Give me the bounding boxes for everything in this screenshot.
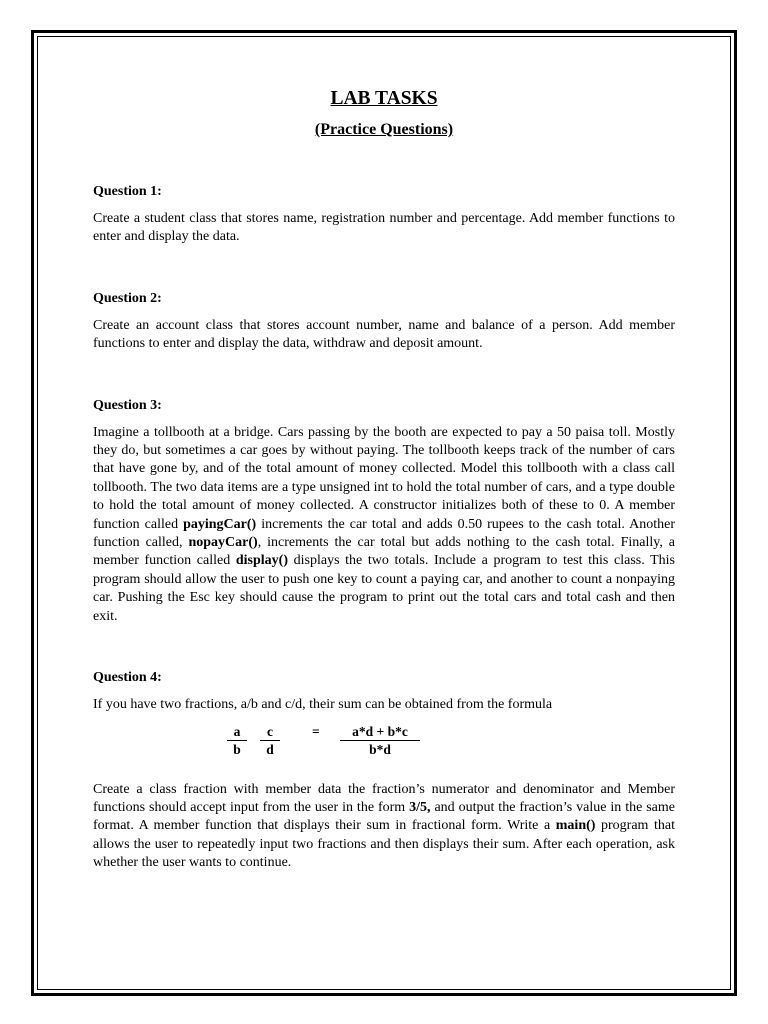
question-3-text-3: , increments the car total but adds nothing to the cash total. Finally, a member function called xyxy=(93,535,675,569)
question-1-heading: Question 1: xyxy=(93,184,162,199)
question-2 xyxy=(93,290,675,354)
fraction-a: a xyxy=(227,724,247,741)
fraction-a-over-b xyxy=(227,724,247,759)
main-function: main() xyxy=(555,818,596,834)
result-numerator: a*d + b*c xyxy=(340,724,420,741)
question-1-body: Create a student class that stores name, registration number and percentage. Add member functions to enter and display the data. xyxy=(93,211,675,245)
formula-equals: = xyxy=(312,723,320,739)
question-3 xyxy=(93,397,675,626)
nopay-car-function: nopayCar() xyxy=(188,535,258,551)
question-4-text-2: and output the fraction’s value in the same format. A member function that displays their sum in fractional form. Write a xyxy=(93,799,675,834)
question-4-heading: Question 4: xyxy=(93,670,162,686)
document-content xyxy=(93,86,675,873)
input-format-example: 3/5, xyxy=(409,799,431,815)
fraction-c-over-d xyxy=(260,724,280,759)
fraction-d: d xyxy=(266,741,274,757)
question-4-body xyxy=(93,781,675,873)
question-3-text-4: displays the two totals. Include a program to test this class. This program should allow the user to push one key to count a paying car, and another to count a nonpaying car. Pushing the Esc key should cause the program to print out the total cars and total cash and then exit. xyxy=(93,553,675,624)
page-title: LAB TASKS xyxy=(330,88,438,109)
question-4-intro: If you have two fractions, a/b and c/d, their sum can be obtained from the formula xyxy=(93,697,553,713)
question-4-text-3: program that allows the user to repeatedly input two fractions and then displays their sum. After each operation, ask whether the user wants to continue. xyxy=(93,818,676,871)
fraction-c: c xyxy=(260,724,280,741)
fraction-b: b xyxy=(233,741,241,757)
display-function: display() xyxy=(235,553,288,569)
paying-car-function: payingCar() xyxy=(183,516,257,532)
fraction-result xyxy=(340,724,420,759)
question-3-text-1: Imagine a tollbooth at a bridge. Cars passing by the booth are expected to pay a 50 paisa toll. Mostly they do, but sometimes a car goes by without paying. The tollbooth keeps track of the number of cars that have gone by, and of the total amount of money collected. Model this tollbooth with a class call tollbooth. The two data items are a type unsigned int to hold the total number of cars, and a type double to hold the total amount of money collected. A constructor initializes both of these to 0. A member function called xyxy=(93,424,675,532)
question-3-body xyxy=(93,424,675,626)
result-denominator: b*d xyxy=(369,741,391,757)
question-2-body: Create an account class that stores account number, name and balance of a person. Add member functions to enter and display the data, withdraw and deposit amount. xyxy=(93,317,675,352)
question-3-heading: Question 3: xyxy=(93,397,162,413)
question-2-heading: Question 2: xyxy=(93,290,162,306)
fraction-sum-formula xyxy=(93,724,675,764)
question-4-text-1: Create a class fraction with member data the fraction’s numerator and denominator and Member functions should accept input from the user in the form xyxy=(93,781,675,815)
question-1 xyxy=(93,183,675,247)
question-4 xyxy=(93,669,675,872)
question-3-text-2: increments the car total and adds 0.50 rupees to the cash total. Another function called, xyxy=(93,516,675,551)
page-subtitle: (Practice Questions) xyxy=(314,121,454,138)
